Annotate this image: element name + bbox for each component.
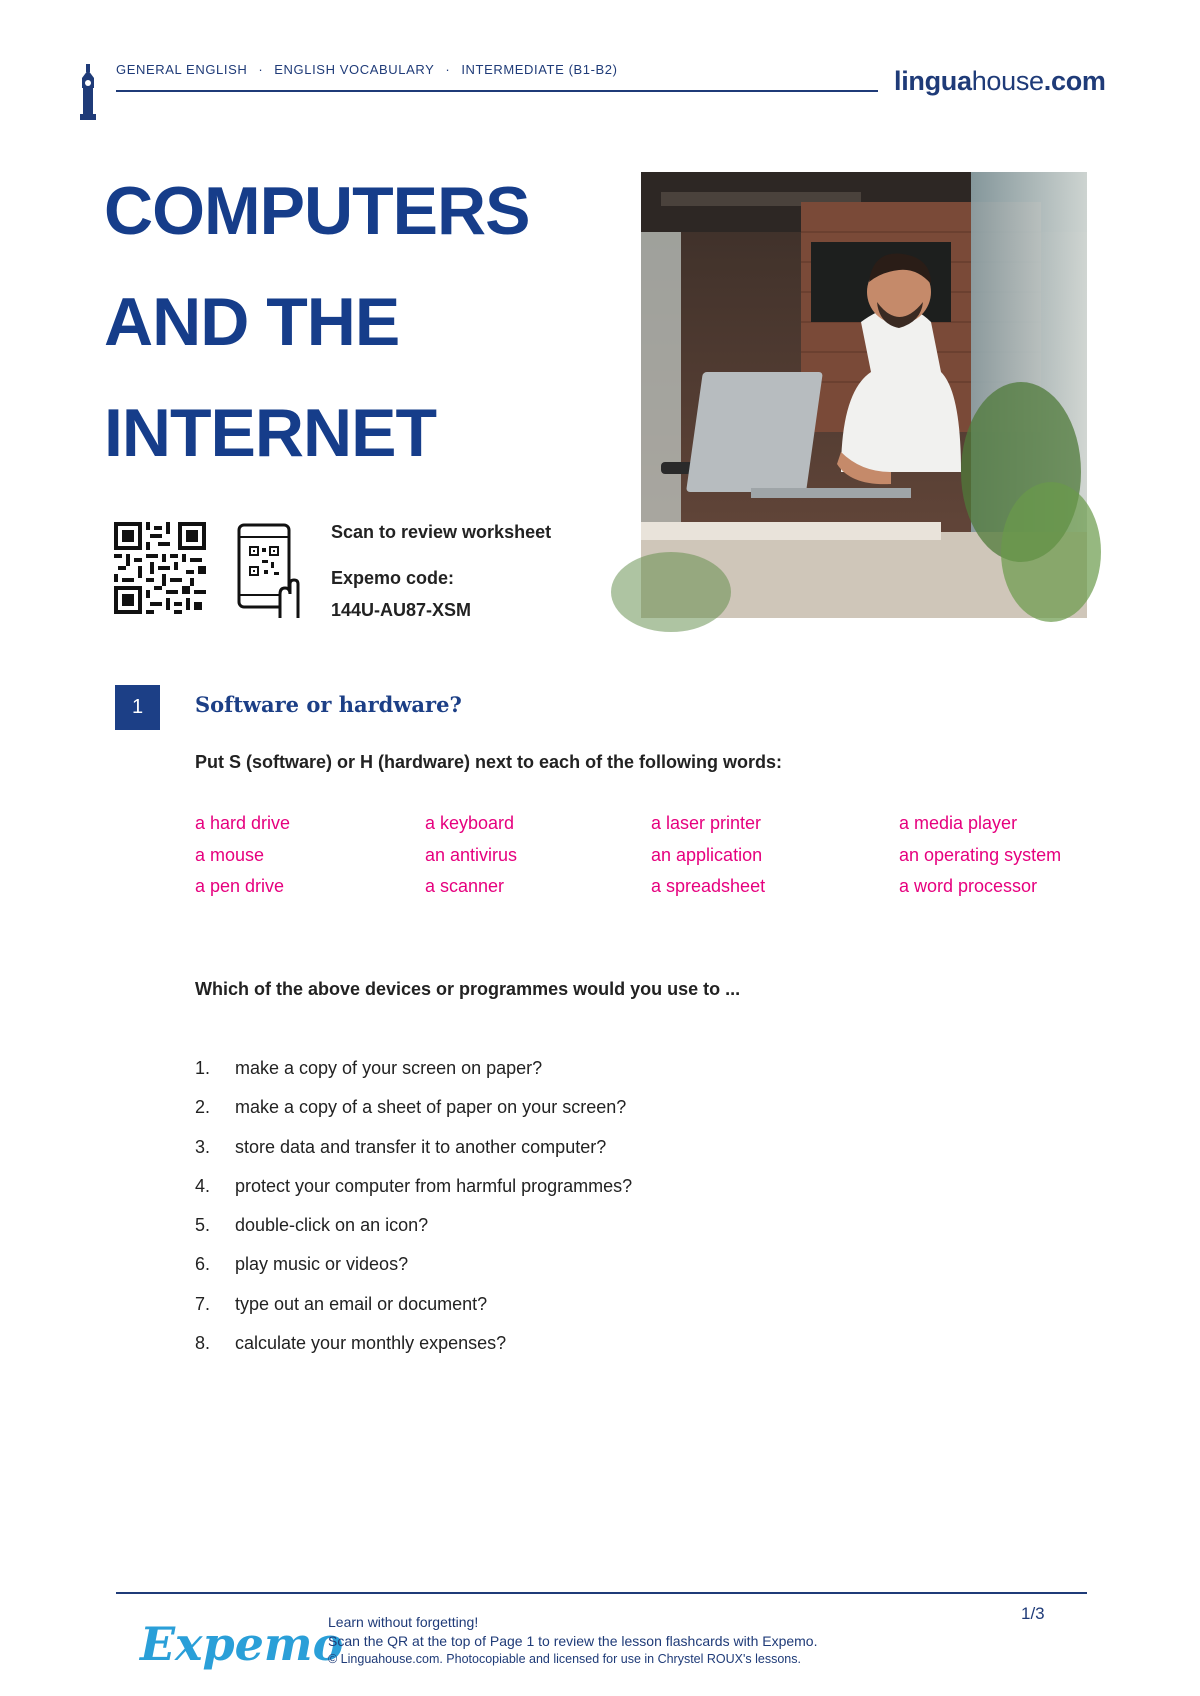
item-number: 1.	[195, 1058, 211, 1078]
item-number: 7.	[195, 1293, 211, 1314]
list-item	[195, 1254, 1015, 1293]
breadcrumb-level-1: GENERAL ENGLISH	[116, 62, 248, 77]
vocab-word: an application	[651, 845, 763, 865]
vocab-word: a word processor	[899, 876, 1038, 896]
item-text: make a copy of your screen on paper?	[235, 1058, 543, 1078]
page-title	[104, 156, 664, 489]
footer-instruction: Scan the QR at the top of Page 1 to review the lesson flashcards with Expemo.	[328, 1633, 818, 1649]
title-line-1: COMPUTERS	[104, 173, 530, 249]
item-number: 3.	[195, 1136, 211, 1157]
page-number: 1/3	[1021, 1604, 1045, 1623]
list-item	[195, 1176, 1015, 1215]
header-divider	[116, 90, 878, 92]
breadcrumb-separator: ·	[258, 62, 264, 77]
breadcrumb-level-2: ENGLISH VOCABULARY	[274, 62, 435, 77]
expemo-code-value: 144U-AU87-XSM	[331, 600, 472, 620]
vocab-word: a media player	[899, 813, 1018, 833]
item-number: 2.	[195, 1097, 211, 1118]
breadcrumb	[116, 62, 618, 77]
section-title: Software or hardware?	[195, 692, 462, 717]
section-number-badge: 1	[115, 685, 160, 730]
list-item	[195, 1215, 1015, 1254]
list-item	[195, 1294, 1015, 1333]
scan-to-review-label: Scan to review worksheet	[331, 522, 552, 542]
vocab-word: a laser printer	[651, 813, 762, 833]
qr-code-icon	[114, 522, 206, 614]
vocab-word: a spreadsheet	[651, 876, 766, 896]
item-number: 8.	[195, 1333, 211, 1354]
item-text: protect your computer from harmful programmes?	[235, 1175, 633, 1196]
item-text: type out an email or document?	[235, 1293, 488, 1314]
vocab-word: a mouse	[195, 845, 265, 865]
breadcrumb-level-3: INTERMEDIATE (B1-B2)	[461, 62, 618, 77]
vocab-word: a hard drive	[195, 813, 291, 833]
exercise-question: Which of the above devices or programmes would you use to ...	[195, 979, 741, 999]
expemo-code-label: Expemo code:	[331, 568, 455, 588]
vocab-word: a scanner	[425, 876, 505, 896]
item-text: calculate your monthly expenses?	[235, 1333, 507, 1354]
item-number: 4.	[195, 1175, 211, 1196]
title-line-3: INTERNET	[104, 395, 436, 471]
svg-text:Expemo: Expemo	[140, 1617, 344, 1671]
item-number: 5.	[195, 1215, 211, 1236]
breadcrumb-separator: ·	[445, 62, 451, 77]
phone-scan-icon	[236, 522, 302, 620]
footer-tagline: Learn without forgetting!	[328, 1614, 479, 1630]
list-item	[195, 1137, 1015, 1176]
vocab-word: an operating system	[899, 845, 1062, 865]
vocab-word: a keyboard	[425, 813, 515, 833]
list-item	[195, 1097, 1015, 1136]
list-item	[195, 1058, 1015, 1097]
title-line-2: AND THE	[104, 284, 400, 360]
vocab-word: an antivirus	[425, 845, 518, 865]
item-text: make a copy of a sheet of paper on your screen?	[235, 1097, 627, 1118]
item-number: 6.	[195, 1254, 211, 1275]
question-list	[195, 1058, 1015, 1372]
vocab-word: a pen drive	[195, 876, 285, 896]
exercise-instruction: Put S (software) or H (hardware) next to each of the following words:	[195, 752, 783, 772]
list-item	[195, 1333, 1015, 1372]
expemo-logo	[138, 1604, 344, 1684]
item-text: play music or videos?	[235, 1254, 409, 1275]
big-ben-icon	[78, 64, 98, 120]
item-text: double-click on an icon?	[235, 1215, 429, 1236]
linguahouse-logo: linguahouse.com	[894, 66, 1106, 96]
footer-copyright: © Linguahouse.com. Photocopiable and licensed for use in Chrystel ROUX's lessons.	[328, 1652, 801, 1666]
man-using-laptop-photo	[641, 172, 1087, 618]
footer-divider	[116, 1592, 1087, 1594]
item-text: store data and transfer it to another computer?	[235, 1136, 607, 1157]
